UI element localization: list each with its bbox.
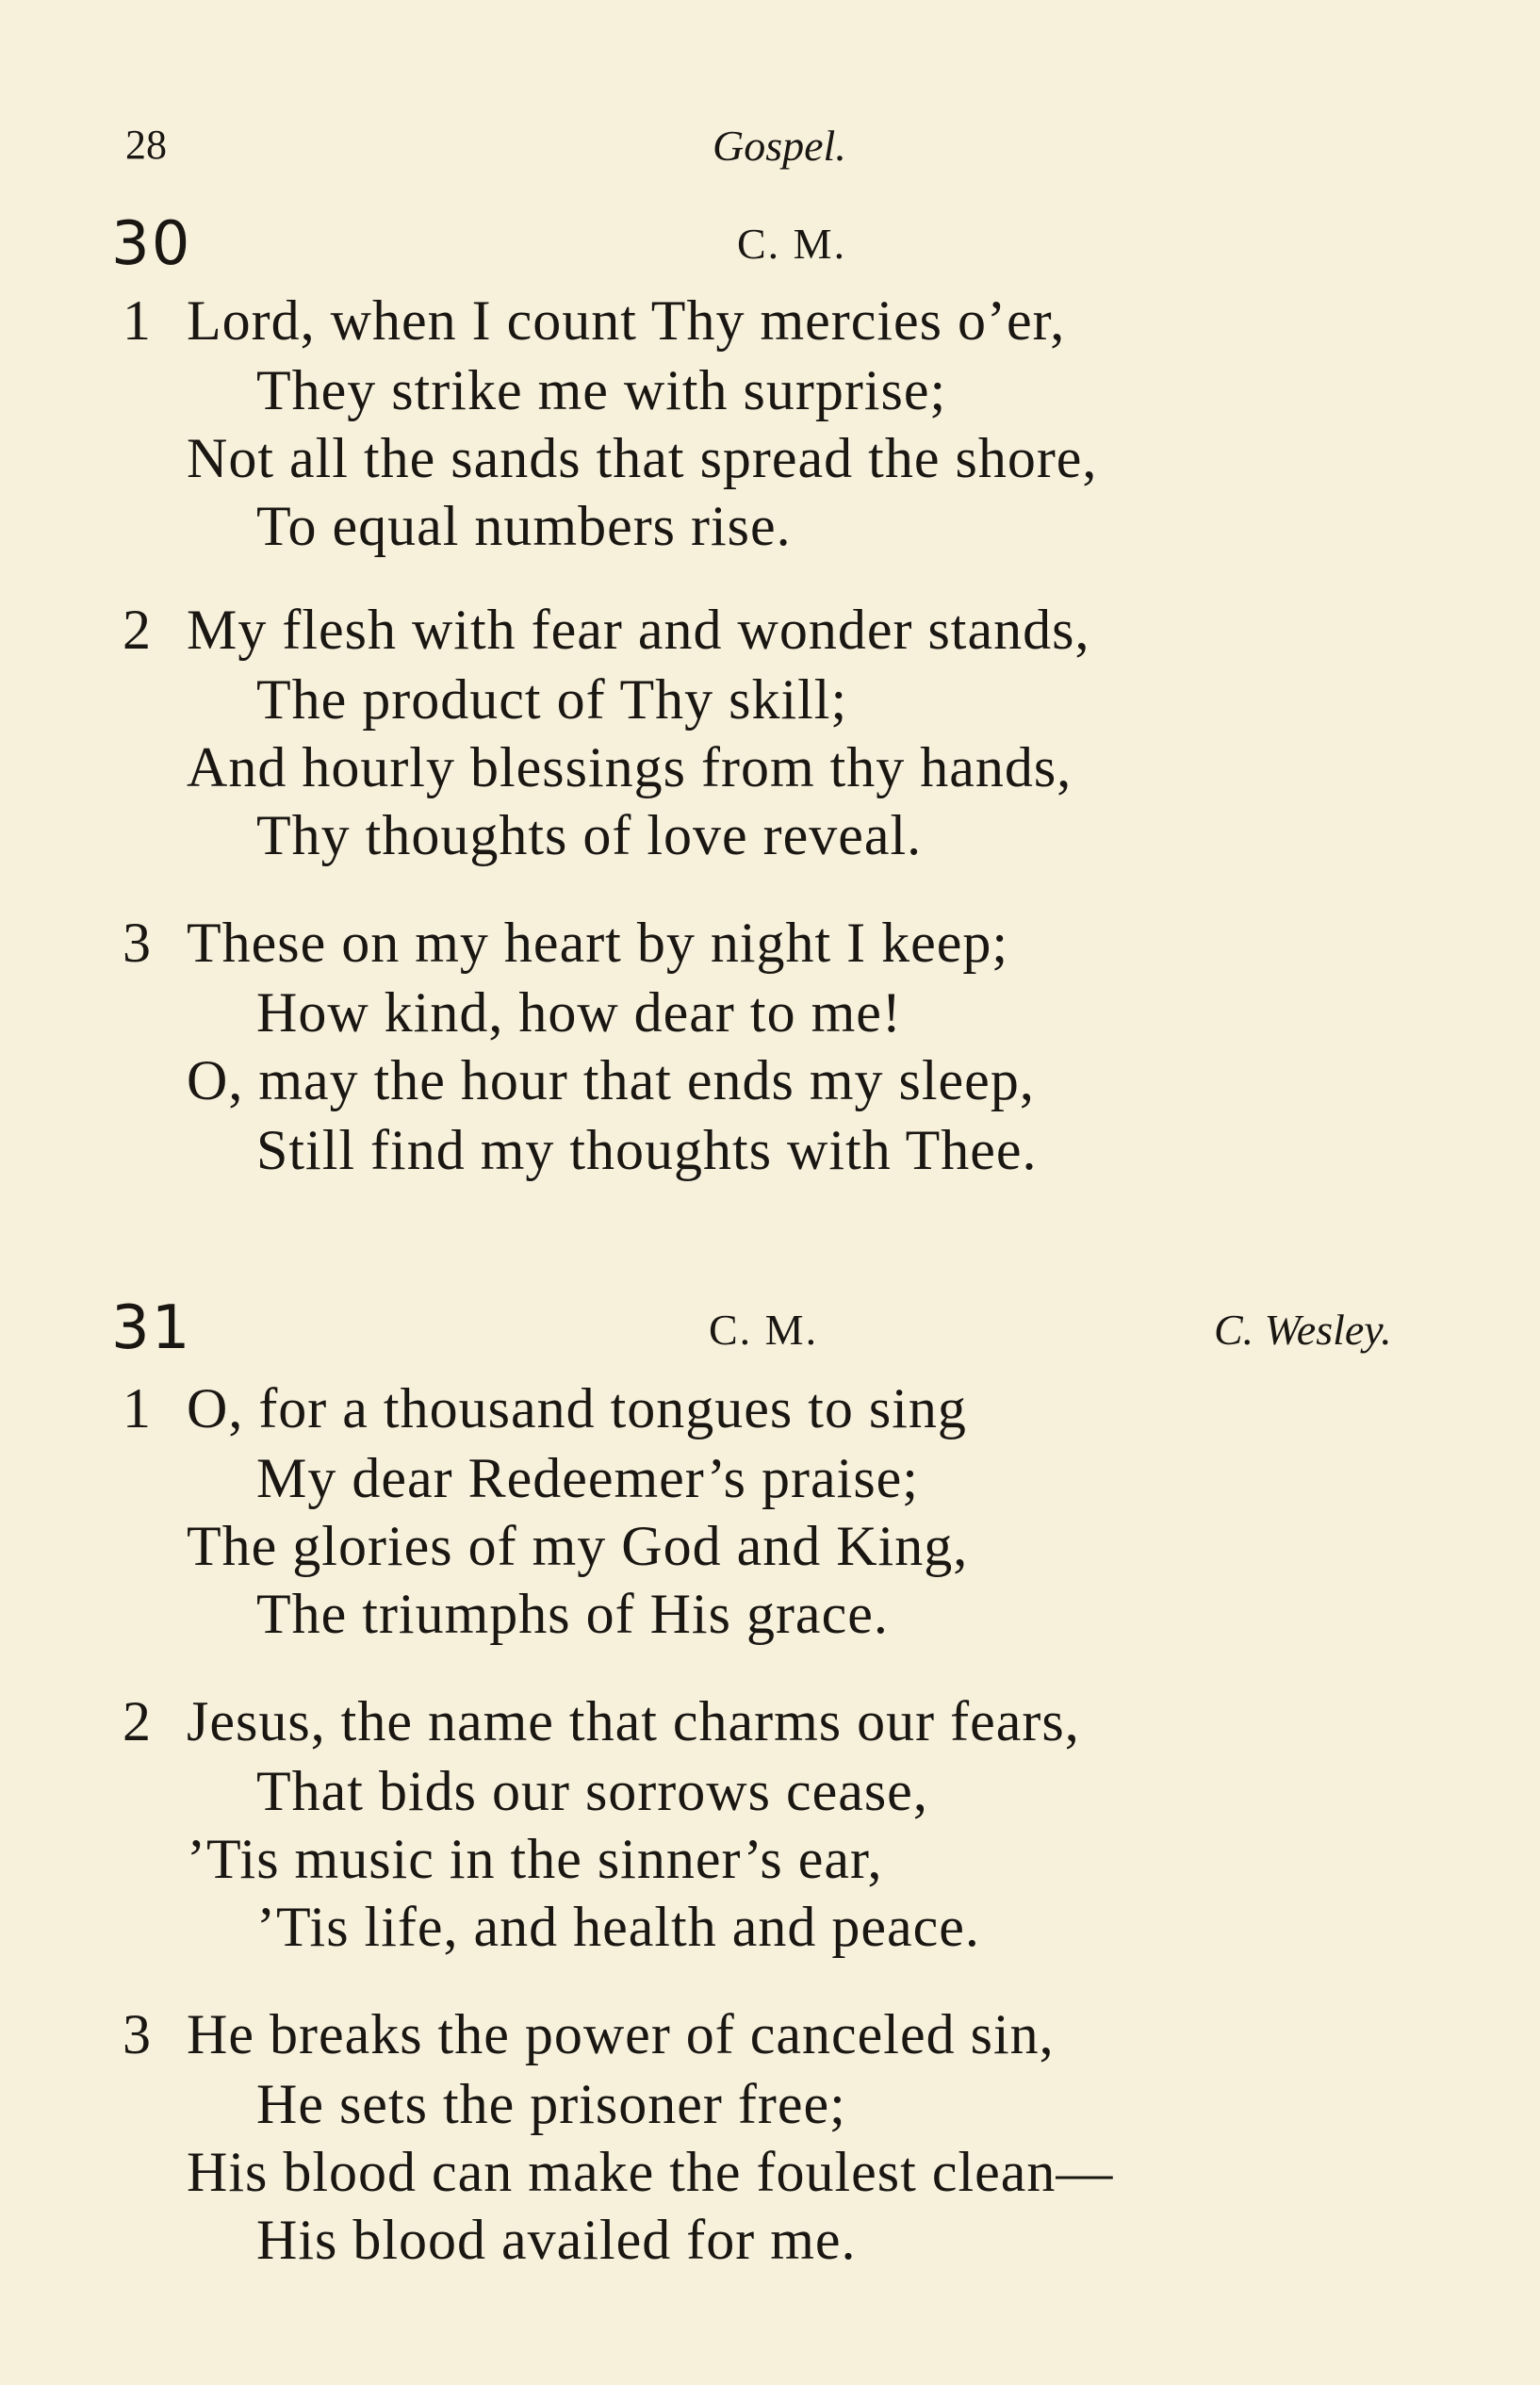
- verse-line: Lord, when I count Thy mercies o’er,: [187, 289, 1066, 352]
- verse-line: The glories of my God and King,: [187, 1515, 969, 1577]
- verse-line: Not all the sands that spread the shore,: [187, 427, 1098, 489]
- verse-line: They strike me with surprise;: [256, 359, 947, 421]
- verse-line: The triumphs of His grace.: [256, 1583, 889, 1645]
- verse-line: Thy thoughts of love reveal.: [256, 804, 923, 866]
- verse-line: ’Tis life, and health and peace.: [256, 1896, 980, 1958]
- verse-line: Jesus, the name that charms our fears,: [187, 1690, 1080, 1752]
- verse-line: And hourly blessings from thy hands,: [187, 736, 1073, 798]
- verse-number: 1: [123, 289, 151, 352]
- verse-line: That bids our sorrows cease,: [256, 1760, 928, 1822]
- hymn-meter: C. M.: [737, 220, 847, 268]
- hymn-author: C. Wesley.: [1214, 1306, 1392, 1354]
- verse-line: My dear Redeemer’s praise;: [256, 1447, 919, 1509]
- verse-line: He sets the prisoner free;: [256, 2073, 846, 2135]
- verse-line: These on my heart by night I keep;: [187, 912, 1009, 974]
- verse-number: 2: [123, 1690, 151, 1752]
- verse-line: How kind, how dear to me!: [256, 981, 902, 1044]
- verse-line: O, may the hour that ends my sleep,: [187, 1049, 1035, 1111]
- verse-line: Still find my thoughts with Thee.: [256, 1119, 1038, 1181]
- verse-number: 3: [123, 912, 151, 974]
- verse-line: My flesh with fear and wonder stands,: [187, 599, 1090, 661]
- verse-line: ’Tis music in the sinner’s ear,: [187, 1828, 883, 1890]
- verse-line: His blood availed for me.: [256, 2209, 857, 2271]
- verse-line: His blood can make the foulest clean—: [187, 2141, 1114, 2203]
- verse-number: 3: [123, 2003, 151, 2065]
- running-title: Gospel.: [713, 122, 846, 170]
- hymn-meter: C. M.: [709, 1306, 819, 1354]
- page-number: 28: [125, 122, 167, 168]
- verse-line: O, for a thousand tongues to sing: [187, 1377, 967, 1439]
- verse-number: 2: [123, 599, 151, 661]
- hymn-number: 30: [111, 209, 192, 279]
- hymn-number: 31: [111, 1293, 192, 1363]
- verse-number: 1: [123, 1377, 151, 1439]
- verse-line: He breaks the power of canceled sin,: [187, 2003, 1055, 2065]
- verse-line: The product of Thy skill;: [256, 668, 848, 731]
- verse-line: To equal numbers rise.: [256, 495, 792, 557]
